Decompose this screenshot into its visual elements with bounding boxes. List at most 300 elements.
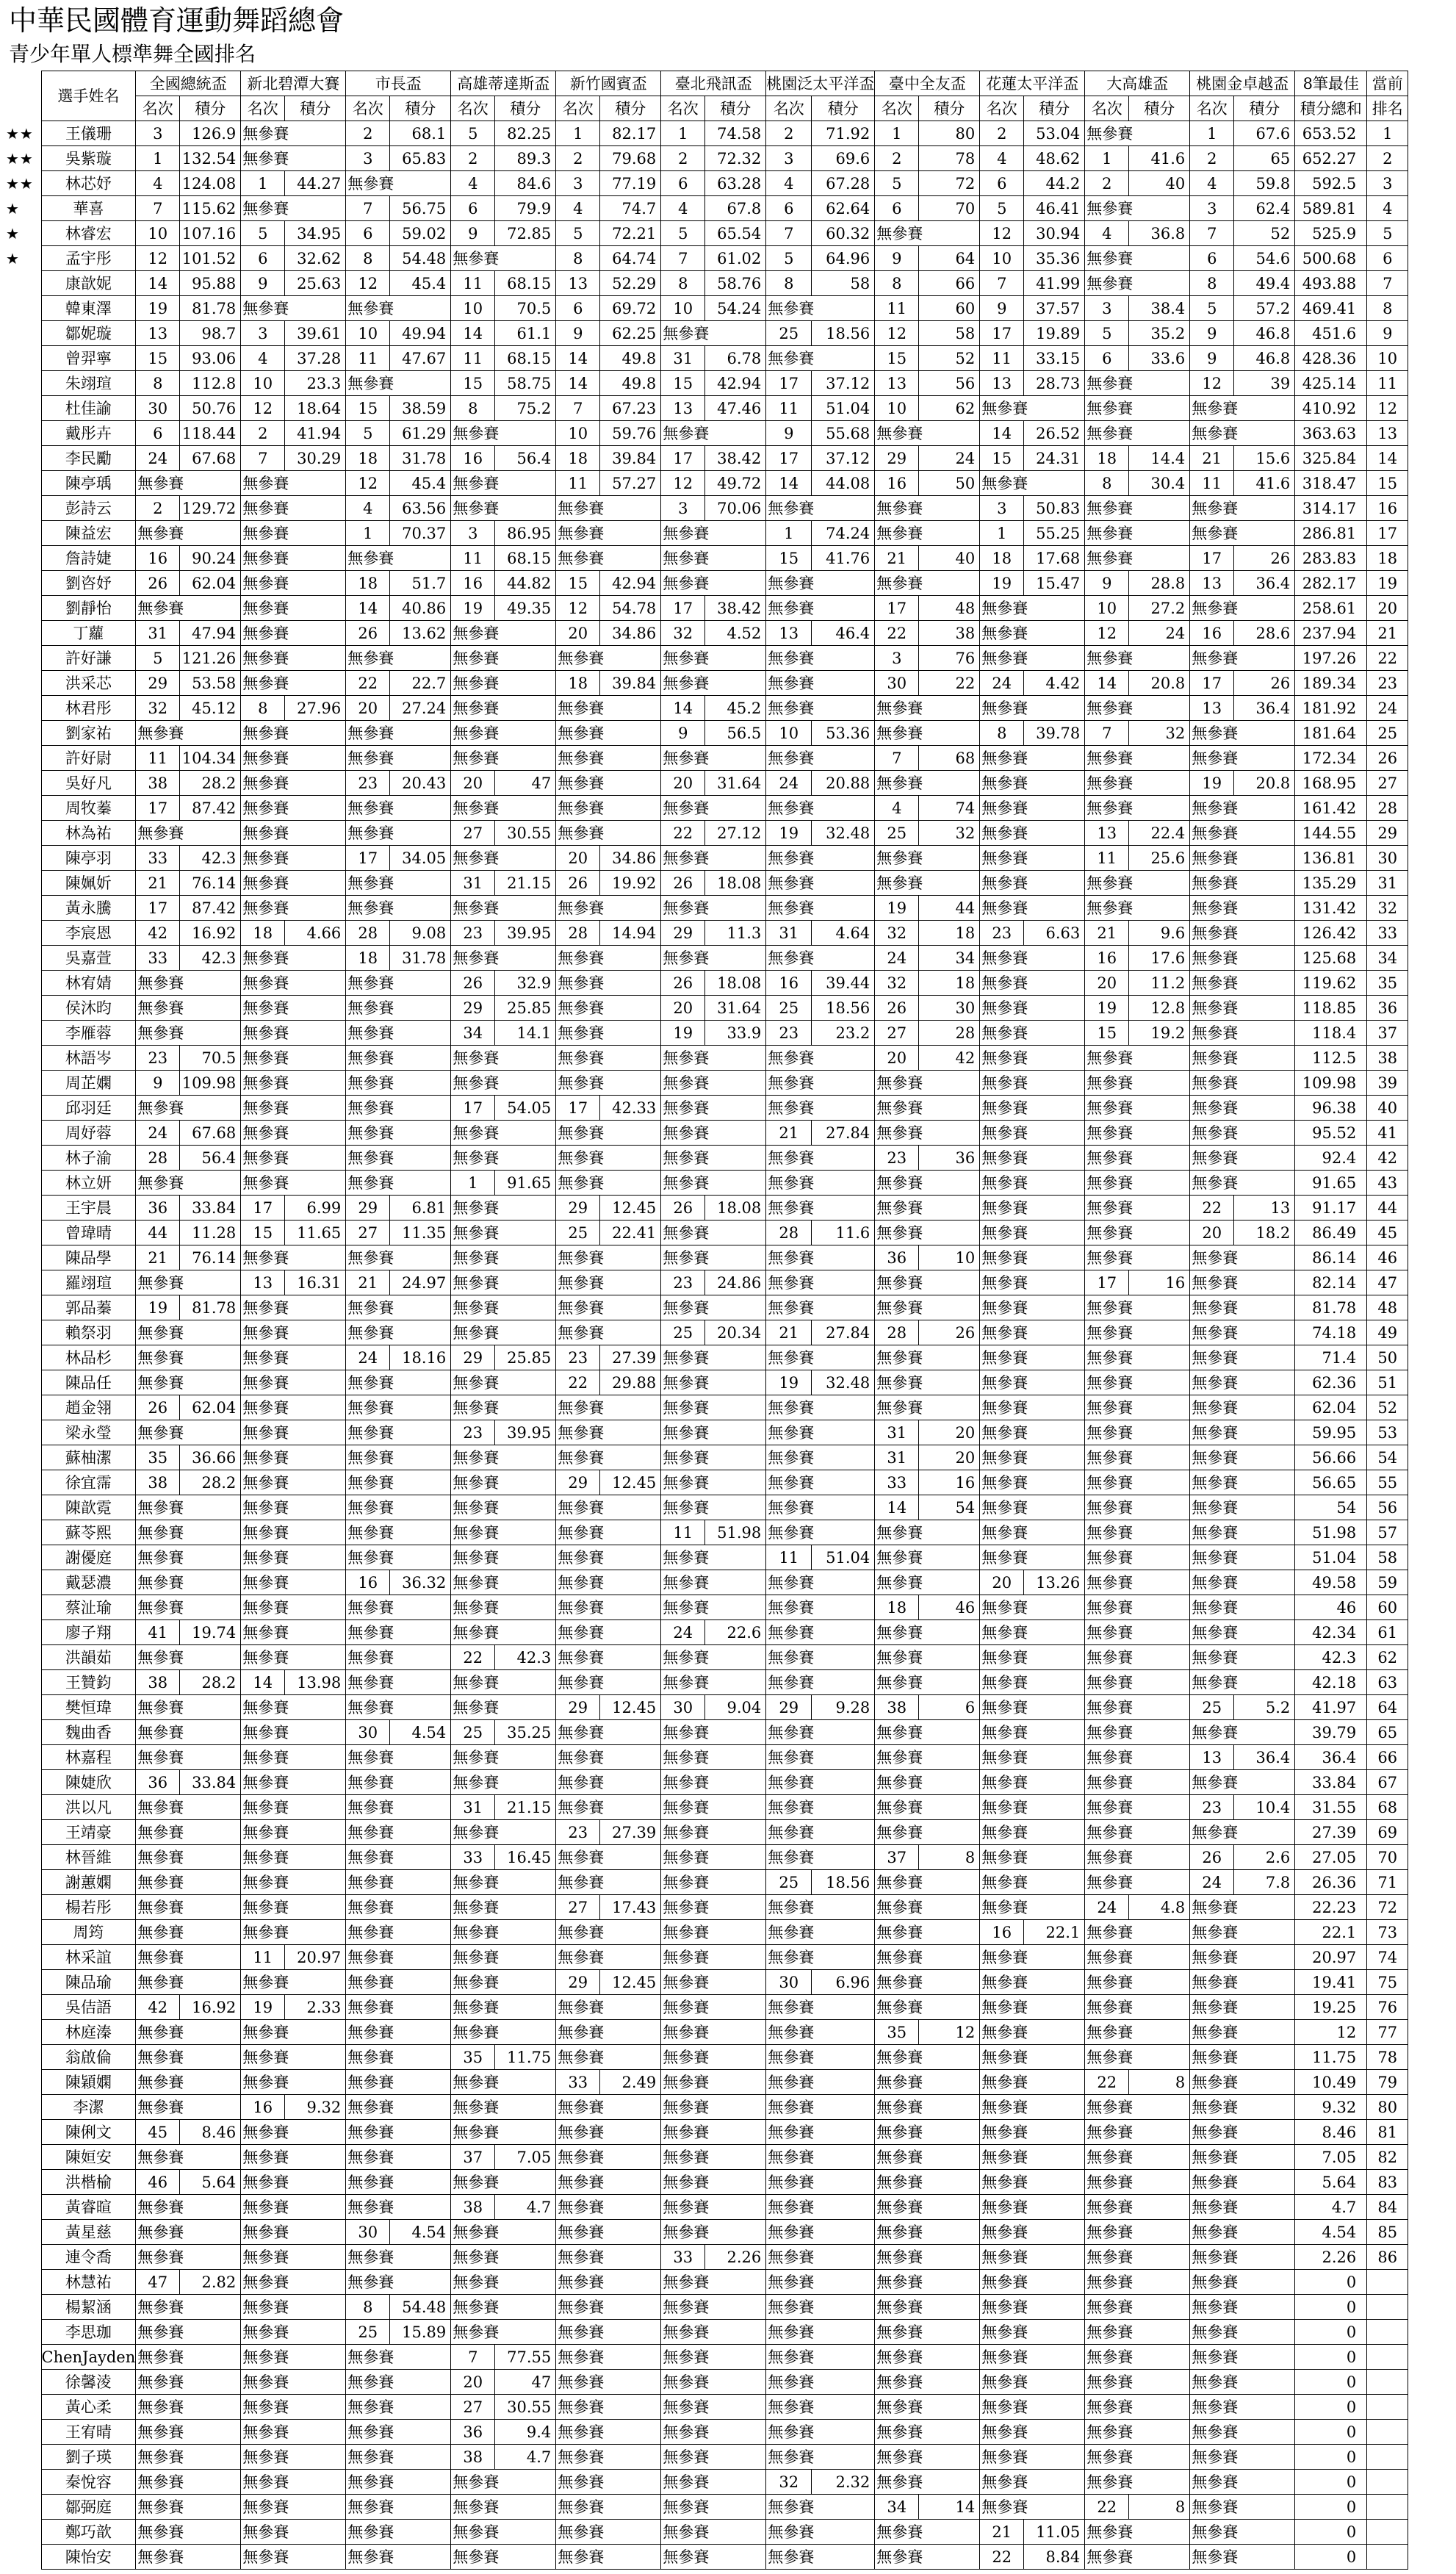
absent-cell: 無參賽 <box>766 2170 875 2195</box>
rank-cell: 1 <box>556 121 600 146</box>
rank-cell: 22 <box>1085 2495 1129 2520</box>
absent-cell: 無參賽 <box>1190 1545 1295 1570</box>
current-rank: 30 <box>1367 846 1408 871</box>
current-rank: 84 <box>1367 2195 1408 2220</box>
absent-cell: 無參賽 <box>136 1495 241 1520</box>
rank-cell: 12 <box>346 471 390 496</box>
absent-cell: 無參賽 <box>980 771 1085 796</box>
rank-cell: 19 <box>1085 996 1129 1021</box>
absent-cell: 無參賽 <box>766 2345 875 2370</box>
absent-cell: 無參賽 <box>136 1920 241 1945</box>
rank-cell: 14 <box>980 421 1024 446</box>
athlete-name: 李民勵 <box>41 446 136 471</box>
points-cell: 20.8 <box>1129 671 1190 696</box>
absent-cell: 無參賽 <box>556 2520 661 2545</box>
absent-cell: 無參賽 <box>241 1171 346 1196</box>
points-cell: 63.28 <box>705 171 766 196</box>
table-row <box>6 2070 1408 2095</box>
rank-cell: 21 <box>136 871 180 896</box>
absent-cell: 無參賽 <box>1190 2320 1295 2345</box>
absent-cell: 無參賽 <box>346 1945 451 1970</box>
rank-cell: 16 <box>980 1920 1024 1945</box>
name-header: 選手姓名 <box>41 71 136 121</box>
star-marker <box>6 721 41 746</box>
points-cell: 56.4 <box>180 1146 241 1171</box>
points-cell: 36.4 <box>1234 1745 1295 1770</box>
star-marker <box>6 2420 41 2445</box>
absent-cell: 無參賽 <box>1190 846 1295 871</box>
absent-cell: 無參賽 <box>1190 2495 1295 2520</box>
rank-cell: 46 <box>136 2170 180 2195</box>
absent-cell: 無參賽 <box>241 1445 346 1470</box>
current-rank: 83 <box>1367 2170 1408 2195</box>
points-cell: 21.15 <box>495 1795 556 1820</box>
absent-cell: 無參賽 <box>980 1995 1085 2020</box>
absent-cell: 無參賽 <box>556 1121 661 1146</box>
points-cell: 67.8 <box>705 196 766 221</box>
current-rank: 65 <box>1367 1720 1408 1745</box>
rank-cell: 30 <box>766 1970 812 1995</box>
rank-cell: 4 <box>661 196 705 221</box>
absent-cell: 無參賽 <box>1085 1520 1190 1545</box>
rank-cell: 4 <box>766 171 812 196</box>
points-cell: 28 <box>919 1021 980 1046</box>
rank-cell: 7 <box>875 746 919 771</box>
current-rank: 64 <box>1367 1695 1408 1720</box>
points-cell: 52 <box>919 346 980 371</box>
current-rank: 13 <box>1367 421 1408 446</box>
absent-cell: 無參賽 <box>1190 1595 1295 1620</box>
points-cell: 62.04 <box>180 571 241 596</box>
points-cell: 11.65 <box>285 1221 346 1245</box>
absent-cell: 無參賽 <box>451 1146 556 1171</box>
points-cell: 24 <box>919 446 980 471</box>
rank-cell: 25 <box>661 1320 705 1345</box>
absent-cell: 無參賽 <box>451 1945 556 1970</box>
rank-cell: 44 <box>136 1221 180 1245</box>
absent-cell: 無參賽 <box>661 796 766 821</box>
current-rank: 50 <box>1367 1345 1408 1370</box>
absent-cell: 無參賽 <box>241 121 346 146</box>
rank-cell: 26 <box>136 571 180 596</box>
table-row <box>6 2445 1408 2470</box>
points-cell: 35.2 <box>1129 321 1190 346</box>
rank-cell: 24 <box>1085 1895 1129 1920</box>
rank-cell: 6 <box>1190 246 1234 271</box>
points-cell: 42.3 <box>180 846 241 871</box>
absent-cell: 無參賽 <box>1085 2445 1190 2470</box>
absent-cell: 無參賽 <box>875 1345 980 1370</box>
absent-cell: 無參賽 <box>346 1595 451 1620</box>
athlete-name: 陳姮安 <box>41 2145 136 2170</box>
absent-cell: 無參賽 <box>241 571 346 596</box>
points-cell: 59.02 <box>390 221 451 246</box>
rank-subheader: 名次 <box>1190 96 1234 121</box>
absent-cell: 無參賽 <box>1190 746 1295 771</box>
points-cell: 13.26 <box>1024 1570 1085 1595</box>
points-cell: 30.55 <box>495 2395 556 2420</box>
rank-subheader: 名次 <box>875 96 919 121</box>
absent-cell: 無參賽 <box>241 2420 346 2445</box>
absent-cell: 無參賽 <box>241 196 346 221</box>
points-cell: 87.42 <box>180 896 241 921</box>
current-rank <box>1367 2395 1408 2420</box>
rank-cell: 6 <box>875 196 919 221</box>
rank-cell: 17 <box>1085 1270 1129 1295</box>
athlete-name: 王宇晨 <box>41 1196 136 1221</box>
competition-header: 桃園泛太平洋盃 <box>766 71 875 96</box>
absent-cell: 無參賽 <box>346 2045 451 2070</box>
absent-cell: 無參賽 <box>1190 796 1295 821</box>
rank-cell: 29 <box>451 996 495 1021</box>
star-marker <box>6 2345 41 2370</box>
star-marker <box>6 671 41 696</box>
table-row <box>6 1545 1408 1570</box>
star-marker <box>6 521 41 546</box>
absent-cell: 無參賽 <box>346 1870 451 1895</box>
rank-subheader: 名次 <box>980 96 1024 121</box>
absent-cell: 無參賽 <box>1190 1146 1295 1171</box>
athlete-name: 劉咨妤 <box>41 571 136 596</box>
absent-cell: 無參賽 <box>556 2220 661 2245</box>
rank-cell: 28 <box>346 921 390 946</box>
absent-cell: 無參賽 <box>1085 1146 1190 1171</box>
athlete-name: 黃心柔 <box>41 2395 136 2420</box>
points-cell: 56.5 <box>705 721 766 746</box>
absent-cell: 無參賽 <box>766 346 875 371</box>
points-cell: 47.46 <box>705 396 766 421</box>
absent-cell: 無參賽 <box>1085 1695 1190 1720</box>
athlete-name: 邱羽廷 <box>41 1096 136 1121</box>
total-points: 4.7 <box>1295 2195 1367 2220</box>
total-points: 62.36 <box>1295 1370 1367 1395</box>
absent-cell: 無參賽 <box>556 1870 661 1895</box>
absent-cell: 無參賽 <box>1190 996 1295 1021</box>
total-points: 653.52 <box>1295 121 1367 146</box>
athlete-name: 曾瑋晴 <box>41 1221 136 1245</box>
absent-cell: 無參賽 <box>1190 1295 1295 1320</box>
absent-cell: 無參賽 <box>1190 1645 1295 1670</box>
rank-cell: 23 <box>766 1021 812 1046</box>
absent-cell: 無參賽 <box>451 2320 556 2345</box>
absent-cell: 無參賽 <box>136 1021 241 1046</box>
rank-cell: 6 <box>241 246 285 271</box>
points-cell: 70 <box>919 196 980 221</box>
rank-cell: 4 <box>1085 221 1129 246</box>
points-cell: 27.84 <box>812 1320 875 1345</box>
absent-cell: 無參賽 <box>1190 1071 1295 1096</box>
absent-cell: 無參賽 <box>766 1146 875 1171</box>
absent-cell: 無參賽 <box>980 1595 1085 1620</box>
points-cell: 33.84 <box>180 1770 241 1795</box>
athlete-name: 林宥婧 <box>41 971 136 996</box>
absent-cell: 無參賽 <box>661 2545 766 2570</box>
absent-cell: 無參賽 <box>136 2070 241 2095</box>
table-row <box>6 2320 1408 2345</box>
points-cell: 11.75 <box>495 2045 556 2070</box>
absent-cell: 無參賽 <box>346 2495 451 2520</box>
absent-cell: 無參賽 <box>661 2370 766 2395</box>
rank-cell: 29 <box>556 1695 600 1720</box>
absent-cell: 無參賽 <box>346 2020 451 2045</box>
rank-cell: 16 <box>1085 946 1129 971</box>
absent-cell: 無參賽 <box>241 1146 346 1171</box>
points-cell: 53.58 <box>180 671 241 696</box>
athlete-name: 梁永瑩 <box>41 1420 136 1445</box>
total-points: 33.84 <box>1295 1770 1367 1795</box>
absent-cell: 無參賽 <box>661 2095 766 2120</box>
absent-cell: 無參賽 <box>556 1720 661 1745</box>
absent-cell: 無參賽 <box>980 1870 1085 1895</box>
absent-cell: 無參賽 <box>875 1270 980 1295</box>
absent-cell: 無參賽 <box>980 2120 1085 2145</box>
absent-cell: 無參賽 <box>661 2420 766 2445</box>
rank-cell: 29 <box>556 1970 600 1995</box>
points-cell: 2.26 <box>705 2245 766 2270</box>
rank-cell: 3 <box>556 171 600 196</box>
points-cell: 11.3 <box>705 921 766 946</box>
star-marker <box>6 646 41 671</box>
points-cell: 50 <box>919 471 980 496</box>
rank-cell: 13 <box>241 1270 285 1295</box>
absent-cell: 無參賽 <box>346 646 451 671</box>
absent-cell: 無參賽 <box>1190 646 1295 671</box>
absent-cell: 無參賽 <box>136 1520 241 1545</box>
points-cell: 68 <box>919 746 980 771</box>
rank-cell: 5 <box>980 196 1024 221</box>
table-row <box>6 2020 1408 2045</box>
star-marker <box>6 2470 41 2495</box>
table-row <box>6 346 1408 371</box>
points-cell: 70.06 <box>705 496 766 521</box>
absent-cell: 無參賽 <box>1085 771 1190 796</box>
absent-cell: 無參賽 <box>136 1870 241 1895</box>
rank-cell: 20 <box>1190 1221 1234 1245</box>
absent-cell: 無參賽 <box>1085 1046 1190 1071</box>
current-rank <box>1367 2470 1408 2495</box>
total-points: 22.23 <box>1295 1895 1367 1920</box>
absent-cell: 無參賽 <box>1190 2245 1295 2270</box>
total-points: 91.17 <box>1295 1196 1367 1221</box>
points-cell: 77.19 <box>600 171 661 196</box>
points-cell: 2.32 <box>812 2470 875 2495</box>
rank-cell: 32 <box>875 921 919 946</box>
table-row <box>6 721 1408 746</box>
absent-cell: 無參賽 <box>1085 421 1190 446</box>
star-marker <box>6 1720 41 1745</box>
total-points: 410.92 <box>1295 396 1367 421</box>
points-cell: 50.76 <box>180 396 241 421</box>
athlete-name: 趙金翎 <box>41 1395 136 1420</box>
current-rank: 26 <box>1367 746 1408 771</box>
points-cell: 66 <box>919 271 980 296</box>
rank-cell: 16 <box>241 2095 285 2120</box>
points-cell: 62.04 <box>180 1395 241 1420</box>
absent-cell: 無參賽 <box>980 2395 1085 2420</box>
absent-cell: 無參賽 <box>1190 1046 1295 1071</box>
absent-cell: 無參賽 <box>556 896 661 921</box>
absent-cell: 無參賽 <box>346 746 451 771</box>
points-cell: 84.6 <box>495 171 556 196</box>
rank-cell: 3 <box>451 521 495 546</box>
absent-cell: 無參賽 <box>1190 2195 1295 2220</box>
star-marker <box>6 1920 41 1945</box>
rank-cell: 17 <box>136 896 180 921</box>
absent-cell: 無參賽 <box>1085 2170 1190 2195</box>
points-cell: 59.76 <box>600 421 661 446</box>
table-row <box>6 1770 1408 1795</box>
absent-cell: 無參賽 <box>980 2170 1085 2195</box>
points-cell: 72 <box>919 171 980 196</box>
absent-cell: 無參賽 <box>556 2370 661 2395</box>
total-header-2: 積分總和 <box>1295 96 1367 121</box>
star-marker <box>6 1495 41 1520</box>
rank-cell: 16 <box>136 546 180 571</box>
absent-cell: 無參賽 <box>875 1071 980 1096</box>
absent-cell: 無參賽 <box>661 1470 766 1495</box>
rank-cell: 25 <box>766 321 812 346</box>
absent-cell: 無參賽 <box>980 1345 1085 1370</box>
total-points: 181.92 <box>1295 696 1367 721</box>
absent-cell: 無參賽 <box>1190 1820 1295 1845</box>
star-marker <box>6 846 41 871</box>
current-rank: 80 <box>1367 2095 1408 2120</box>
rank-cell: 15 <box>346 396 390 421</box>
total-points: 428.36 <box>1295 346 1367 371</box>
rank-cell: 4 <box>346 496 390 521</box>
points-cell: 31.64 <box>705 996 766 1021</box>
rank-cell: 15 <box>451 371 495 396</box>
points-cell: 56.75 <box>390 196 451 221</box>
absent-cell: 無參賽 <box>766 2295 875 2320</box>
points-cell: 39 <box>1234 371 1295 396</box>
absent-cell: 無參賽 <box>875 1745 980 1770</box>
absent-cell: 無參賽 <box>451 1570 556 1595</box>
points-cell: 49.94 <box>390 321 451 346</box>
absent-cell: 無參賽 <box>661 1995 766 2020</box>
absent-cell: 無參賽 <box>241 2045 346 2070</box>
table-row <box>6 2270 1408 2295</box>
absent-cell: 無參賽 <box>661 746 766 771</box>
points-cell: 24.86 <box>705 1270 766 1295</box>
points-cell: 67.6 <box>1234 121 1295 146</box>
current-rank: 56 <box>1367 1495 1408 1520</box>
star-column-header <box>6 71 41 121</box>
rank-cell: 20 <box>1085 971 1129 996</box>
total-points: 0 <box>1295 2370 1367 2395</box>
total-points: 36.4 <box>1295 1745 1367 1770</box>
rank-cell: 10 <box>241 371 285 396</box>
absent-cell: 無參賽 <box>766 1820 875 1845</box>
absent-cell: 無參賽 <box>451 1046 556 1071</box>
absent-cell: 無參賽 <box>1085 246 1190 271</box>
table-row <box>6 1495 1408 1520</box>
absent-cell: 無參賽 <box>136 1720 241 1745</box>
absent-cell: 無參賽 <box>451 1071 556 1096</box>
points-cell: 44.08 <box>812 471 875 496</box>
absent-cell: 無參賽 <box>451 1920 556 1945</box>
absent-cell: 無參賽 <box>980 971 1085 996</box>
points-cell: 67.68 <box>180 446 241 471</box>
ranking-table <box>6 71 1408 2570</box>
absent-cell: 無參賽 <box>1190 1495 1295 1520</box>
absent-cell: 無參賽 <box>1190 2445 1295 2470</box>
points-cell: 34.86 <box>600 621 661 646</box>
absent-cell: 無參賽 <box>1190 2370 1295 2395</box>
current-rank: 46 <box>1367 1245 1408 1270</box>
table-row <box>6 2395 1408 2420</box>
rank-subheader: 名次 <box>451 96 495 121</box>
absent-cell: 無參賽 <box>875 2420 980 2445</box>
points-cell: 51.7 <box>390 571 451 596</box>
absent-cell: 無參賽 <box>241 2170 346 2195</box>
points-cell: 22.6 <box>705 1620 766 1645</box>
absent-cell: 無參賽 <box>875 2320 980 2345</box>
points-cell: 75.2 <box>495 396 556 421</box>
absent-cell: 無參賽 <box>556 1770 661 1795</box>
rank-cell: 9 <box>875 246 919 271</box>
athlete-name: 周芷嫻 <box>41 1071 136 1096</box>
total-points: 82.14 <box>1295 1270 1367 1295</box>
athlete-name: 洪楷榆 <box>41 2170 136 2195</box>
star-marker <box>6 471 41 496</box>
absent-cell: 無參賽 <box>346 1795 451 1820</box>
current-rank: 19 <box>1367 571 1408 596</box>
absent-cell: 無參賽 <box>1085 796 1190 821</box>
absent-cell: 無參賽 <box>1085 1445 1190 1470</box>
absent-cell: 無參賽 <box>451 646 556 671</box>
rank-cell: 13 <box>1190 571 1234 596</box>
absent-cell: 無參賽 <box>661 1071 766 1096</box>
athlete-name: 陳品瑜 <box>41 1970 136 1995</box>
points-cell: 20.88 <box>812 771 875 796</box>
points-subheader: 積分 <box>1129 96 1190 121</box>
absent-cell: 無參賽 <box>241 1245 346 1270</box>
points-cell: 15.47 <box>1024 571 1085 596</box>
absent-cell: 無參賽 <box>980 396 1085 421</box>
absent-cell: 無參賽 <box>1190 721 1295 746</box>
rank-cell: 1 <box>661 121 705 146</box>
points-cell: 36.8 <box>1129 221 1190 246</box>
current-rank: 24 <box>1367 696 1408 721</box>
rank-cell: 13 <box>136 321 180 346</box>
absent-cell: 無參賽 <box>136 1945 241 1970</box>
absent-cell: 無參賽 <box>136 2545 241 2570</box>
rank-cell: 33 <box>136 846 180 871</box>
absent-cell: 無參賽 <box>766 1196 875 1221</box>
points-cell: 62 <box>919 396 980 421</box>
athlete-name: 陳品學 <box>41 1245 136 1270</box>
absent-cell: 無參賽 <box>980 1820 1085 1845</box>
absent-cell: 無參賽 <box>875 2070 980 2095</box>
star-marker <box>6 1995 41 2020</box>
absent-cell: 無參賽 <box>346 2545 451 2570</box>
table-row <box>6 1270 1408 1295</box>
absent-cell: 無參賽 <box>556 971 661 996</box>
absent-cell: 無參賽 <box>136 2445 241 2470</box>
total-points: 283.83 <box>1295 546 1367 571</box>
current-rank: 69 <box>1367 1820 1408 1845</box>
points-cell: 20 <box>919 1445 980 1470</box>
rank-subheader: 名次 <box>136 96 180 121</box>
absent-cell: 無參賽 <box>980 1445 1085 1470</box>
rank-cell: 7 <box>451 2345 495 2370</box>
points-cell: 74.24 <box>812 521 875 546</box>
absent-cell: 無參賽 <box>766 496 875 521</box>
absent-cell: 無參賽 <box>980 1196 1085 1221</box>
total-points: 26.36 <box>1295 1870 1367 1895</box>
current-rank: 60 <box>1367 1595 1408 1620</box>
